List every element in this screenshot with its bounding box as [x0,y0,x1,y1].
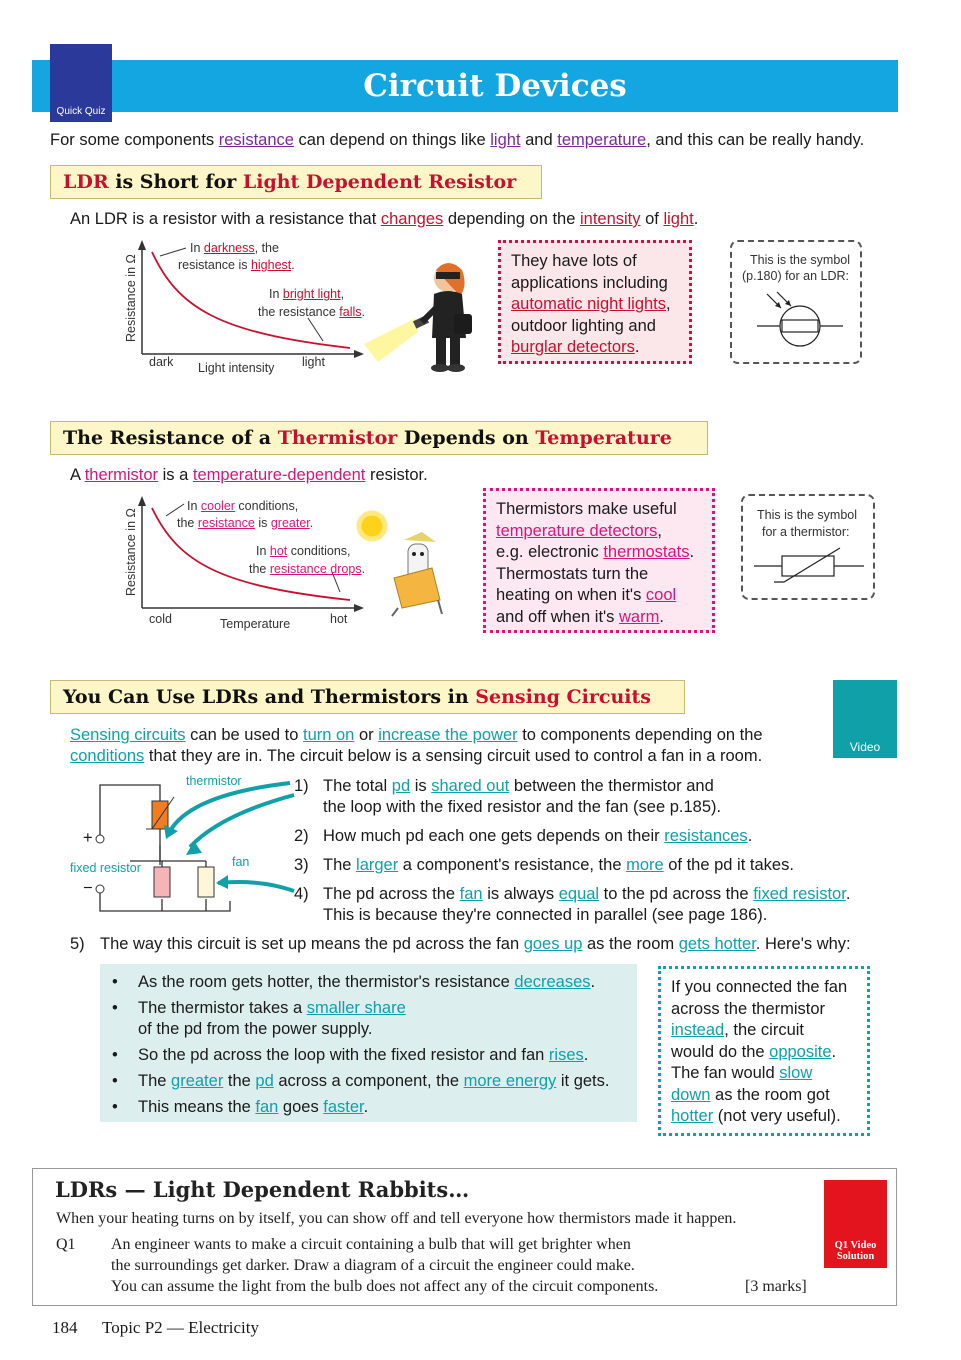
point-4-text-2: This is because they're connected in parallel (see page 186). [323,906,768,924]
ldr-symbol-note-2: (p.180) for an LDR: [742,269,849,283]
point-3-number: 3) [294,856,309,874]
point-1-text-2: the loop with the fixed resistor and the fan (see p.185). [323,798,722,816]
point-5-number: 5) [70,935,85,953]
sensing-circuit-diagram [70,775,300,925]
thermistor-heading: The Resistance of a Thermistor Depends on Temperature [50,421,708,455]
point-2-text: How much pd each one gets depends on their resistances. [323,827,753,845]
sensing-heading: You Can Use LDRs and Thermistors in Sensing Circuits [50,680,685,714]
bullet-2-line-2: of the pd from the power supply. [138,1020,373,1038]
circuit-minus-terminal: − [83,879,93,897]
thermistor-symbol [752,542,866,592]
bullet-3: • So the pd across the loop with the fixed resistor and fan rises. [112,1046,589,1064]
bullet-4: • The greater the pd across a component, the more energy it gets. [112,1072,610,1090]
question-line-1: An engineer wants to make a circuit containing a bulb that will get brighter when [111,1236,631,1253]
sensing-intro-line-2: conditions that they are in. The circuit below is a sensing circuit used to control a fan in a room. [70,747,763,765]
point-4-text: The pd across the fan is always equal to the pd across the fixed resistor. [323,885,851,903]
ldr-x-label: Light intensity [198,361,275,375]
thermistor-symbol-note-1: This is the symbol [757,508,858,522]
topic-label: Topic P2 — Electricity [102,1318,259,1337]
question-line-3: You can assume the light from the bulb does not affect any of the circuit components. [111,1278,659,1295]
page-number: 184 [52,1318,78,1337]
question-marks: [3 marks] [745,1278,807,1295]
ldr-heading: LDR is Short for Light Dependent Resistor [50,165,542,199]
question-label: Q1 [56,1236,76,1253]
video-label[interactable]: Video [849,740,881,754]
circuit-label-thermistor: thermistor [186,774,242,788]
explanation-panel [100,964,637,1122]
fixed-resistor-component [154,867,170,897]
thermistor-annotation-hot: In hot conditions, [256,544,351,558]
thermistor-y-label: Resistance in Ω [124,508,138,596]
sunbather-illustration [352,508,452,618]
page-title: Circuit Devices [363,68,627,104]
thermistor-description: A thermistor is a temperature-dependent resistor. [70,466,428,484]
point-5-text: The way this circuit is set up means the pd across the fan goes up as the room gets hotter. Here's why: [100,935,851,953]
thermistor-applications-box: Thermistors make useful temperature detectors, e.g. electronic thermostats. Thermostats turn the heating on when it's cool and off when it's warm. [483,488,715,633]
point-1-text: The total pd is shared out between the thermistor and [323,777,714,795]
ldr-annotation-dark: In darkness, the [190,241,279,255]
thermistor-x-right: hot [330,612,348,626]
ldr-symbol [755,290,845,350]
circuit-plus-terminal: + [83,829,93,847]
sensing-intro-line-1: Sensing circuits can be used to turn on or increase the power to components depending on the [70,726,763,744]
alternative-circuit-box: If you connected the fan across the thermistor instead, the circuit would do the opposite. The fan would slow down as the room got hotter (not very useful). [658,966,870,1136]
ldr-x-left: dark [149,355,174,369]
q1-video-solution-label[interactable]: Q1 Video Solution [834,1240,877,1262]
ldr-annotation-dark-2: resistance is highest. [178,258,295,272]
thermistor-x-label: Temperature [220,617,291,631]
ldr-annotation-bright-2: the resistance falls. [258,305,366,319]
bullet-1: • As the room gets hotter, the thermistor's resistance decreases. [112,973,596,991]
question-line-2: the surroundings get darker. Draw a diagram of a circuit the engineer could make. [111,1257,635,1274]
bullet-2: • The thermistor takes a smaller share [112,999,406,1017]
ldr-y-label: Resistance in Ω [124,254,138,342]
circuit-label-fan: fan [232,855,250,869]
point-2-number: 2) [294,827,309,845]
ldr-x-right: light [302,355,325,369]
thermistor-symbol-note-2: for a thermistor: [762,525,850,539]
circuit-label-fixed-resistor: fixed resistor [70,861,141,875]
ldr-annotation-bright: In bright light, [269,287,345,301]
quick-quiz-label[interactable]: Quick Quiz [56,106,106,117]
ldr-applications-box: They have lots of applications including automatic night lights, outdoor lighting and burglar detectors. [498,240,692,364]
bullet-5: • This means the fan goes faster. [112,1098,369,1116]
burglar-illustration [356,258,486,378]
fan-component [198,867,214,897]
thermistor-annotation-cool-2: the resistance is greater. [177,516,314,530]
ldr-symbol-note-1: This is the symbol [750,253,851,267]
point-1-number: 1) [294,777,309,795]
thermistor-x-left: cold [149,612,172,626]
ldr-description: An LDR is a resistor with a resistance that changes depending on the intensity of light. [70,210,699,228]
point-3-text: The larger a component's resistance, the more of the pd it takes. [323,856,794,874]
footer-tagline: When your heating turns on by itself, you can show off and tell everyone how thermistors made it happen. [56,1210,737,1227]
thermistor-annotation-hot-2: the resistance drops. [249,562,366,576]
intro-text: For some components resistance can depend on things like light and temperature, and this can be really handy. [50,131,865,149]
thermistor-annotation-cool: In cooler conditions, [187,499,299,513]
footer-title: LDRs — Light Dependent Rabbits… [55,1177,470,1202]
point-4-number: 4) [294,885,309,903]
